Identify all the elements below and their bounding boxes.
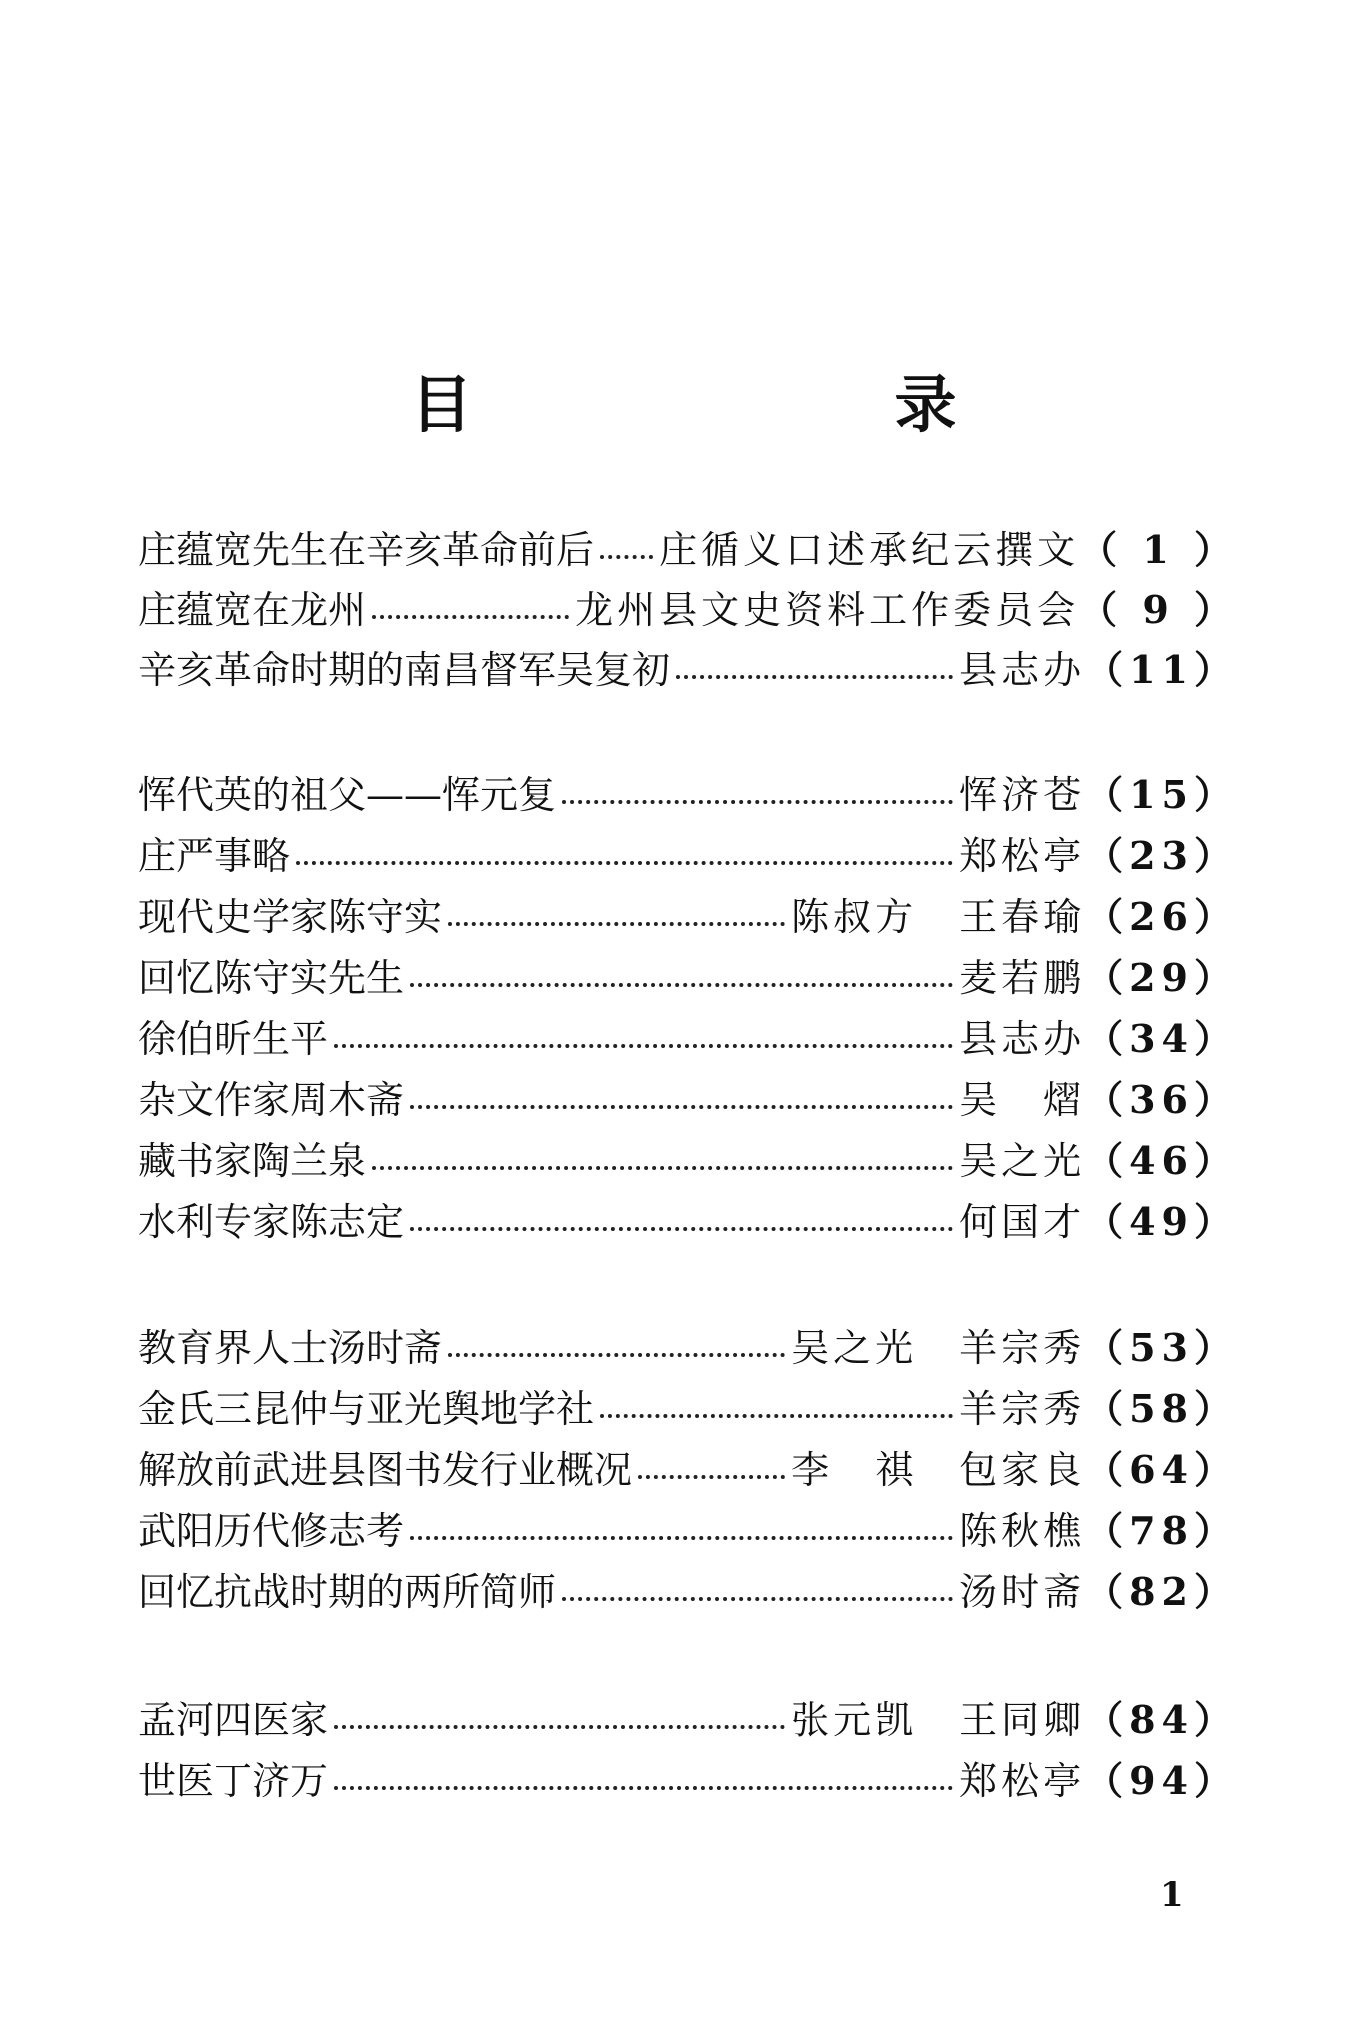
entry-author: 吴之光 羊宗秀 [791, 1326, 1086, 1370]
entry-author: 李 祺 包家良 [791, 1448, 1086, 1492]
entry-title: 回忆陈守实先生 [138, 956, 405, 1000]
toc-entry [138, 826, 1238, 886]
entry-author: 郑松亭 [959, 1759, 1086, 1803]
dot-leader [410, 1227, 953, 1231]
page-title: 目 录 [410, 368, 1137, 441]
dot-leader [676, 675, 953, 679]
dot-leader [638, 1475, 785, 1479]
toc-entry [138, 580, 1238, 640]
entry-author: 恽济苍 [959, 773, 1086, 817]
dot-leader [562, 1597, 953, 1601]
entry-author: 县志办 [959, 648, 1086, 692]
toc-entry [138, 640, 1238, 700]
entry-page: （94） [1085, 1758, 1238, 1803]
toc-entry [138, 948, 1238, 1008]
toc-entry [138, 1440, 1238, 1500]
entry-title: 徐伯昕生平 [138, 1017, 329, 1061]
toc-entry [138, 1131, 1238, 1191]
dot-leader [562, 800, 953, 804]
entry-author: 麦若鹏 [959, 956, 1086, 1000]
entry-title: 武阳历代修志考 [138, 1509, 405, 1553]
entry-author: 汤时斋 [959, 1570, 1086, 1614]
entry-page: （82） [1085, 1569, 1238, 1614]
entry-page: （15） [1085, 772, 1238, 817]
dot-leader [334, 1725, 785, 1729]
entry-author: 陈秋樵 [959, 1509, 1086, 1553]
entry-author: 郑松亭 [959, 834, 1086, 878]
entry-title: 杂文作家周木斋 [138, 1078, 405, 1122]
entry-author: 县志办 [959, 1017, 1086, 1061]
entry-title: 世医丁济万 [138, 1759, 329, 1803]
entry-author: 张元凯 王同卿 [791, 1698, 1086, 1742]
toc-entry [138, 1192, 1238, 1252]
entry-page: （ 1 ） [1079, 527, 1238, 572]
toc-entry [138, 1318, 1238, 1378]
dot-leader [410, 1105, 953, 1109]
entry-title: 金氏三昆仲与亚光舆地学社 [138, 1387, 595, 1431]
entry-page: （11） [1085, 647, 1238, 692]
entry-title: 辛亥革命时期的南昌督军吴复初 [138, 648, 671, 692]
entry-page: （29） [1085, 955, 1238, 1000]
entry-page: （26） [1085, 894, 1238, 939]
entry-title: 教育界人士汤时斋 [138, 1326, 443, 1370]
entry-title: 藏书家陶兰泉 [138, 1139, 367, 1183]
page-number: 1 [1160, 1875, 1184, 1915]
entry-title: 孟河四医家 [138, 1698, 329, 1742]
entry-author: 庄循义口述承纪云撰文 [659, 528, 1080, 572]
entry-page: （78） [1085, 1508, 1238, 1553]
entry-page: （58） [1085, 1386, 1238, 1431]
toc-entry [138, 1070, 1238, 1130]
entry-page: （23） [1085, 833, 1238, 878]
entry-page: （64） [1085, 1447, 1238, 1492]
entry-page: （53） [1085, 1325, 1238, 1370]
entry-page: （34） [1085, 1016, 1238, 1061]
entry-author: 羊宗秀 [959, 1387, 1086, 1431]
entry-author: 龙州县文史资料工作委员会 [575, 588, 1080, 632]
dot-leader [448, 922, 785, 926]
toc-entry [138, 1690, 1238, 1750]
dot-leader [372, 1166, 953, 1170]
entry-page: （49） [1085, 1199, 1238, 1244]
entry-author: 何国才 [959, 1200, 1086, 1244]
toc-entry [138, 1751, 1238, 1811]
entry-title: 现代史学家陈守实 [138, 895, 443, 939]
entry-author: 陈叔方 王春瑜 [791, 895, 1086, 939]
toc-entry [138, 1501, 1238, 1561]
dot-leader [334, 1044, 953, 1048]
dot-leader [600, 1414, 953, 1418]
entry-title: 庄蕴宽在龙州 [138, 588, 367, 632]
toc-entry [138, 1009, 1238, 1069]
entry-title: 解放前武进县图书发行业概况 [138, 1448, 633, 1492]
dot-leader [600, 555, 653, 559]
entry-title: 庄严事略 [138, 834, 291, 878]
entry-page: （36） [1085, 1077, 1238, 1122]
toc-entry [138, 1379, 1238, 1439]
dot-leader [372, 615, 569, 619]
entry-author: 吴 熠 [959, 1078, 1086, 1122]
toc-entry [138, 1562, 1238, 1622]
dot-leader [334, 1786, 953, 1790]
dot-leader [410, 983, 953, 987]
entry-page: （46） [1085, 1138, 1238, 1183]
toc-entry [138, 520, 1238, 580]
entry-page: （84） [1085, 1697, 1238, 1742]
dot-leader [410, 1536, 953, 1540]
entry-title: 庄蕴宽先生在辛亥革命前后 [138, 528, 595, 572]
entry-title: 水利专家陈志定 [138, 1200, 405, 1244]
dot-leader [448, 1353, 785, 1357]
dot-leader [296, 861, 953, 865]
toc-entry [138, 765, 1238, 825]
entry-title: 恽代英的祖父——恽元复 [138, 773, 557, 817]
toc-entry [138, 887, 1238, 947]
entry-page: （ 9 ） [1079, 587, 1238, 632]
entry-title: 回忆抗战时期的两所简师 [138, 1570, 557, 1614]
entry-author: 吴之光 [959, 1139, 1086, 1183]
